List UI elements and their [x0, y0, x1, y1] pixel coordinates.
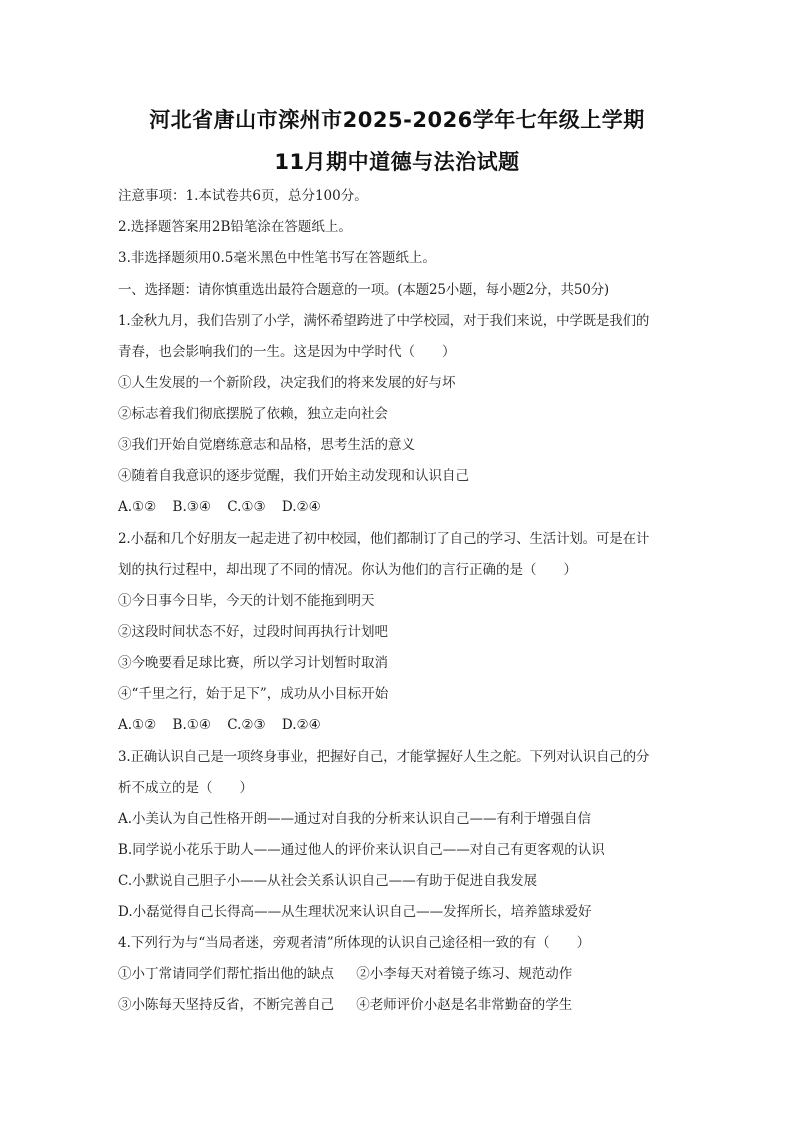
q1-option-d: D.②④: [281, 499, 321, 515]
q4-stem: 4.下列行为与“当局者迷，旁观者清”所体现的认识自己途径相一致的有（ ）: [118, 935, 591, 951]
q4-items-row2: [118, 995, 590, 1015]
q2-options: [118, 715, 333, 735]
q2-stem-line2: 划的执行过程中，却出现了不同的情况。你认为他们的言行正确的是（ ）: [118, 562, 577, 578]
q3-choice-d: D.小磊觉得自己长得高——从生理状况来认识自己——发挥所长，培养篮球爱好: [118, 904, 592, 920]
q2-option-c: C.②③: [227, 717, 266, 733]
q2-item-3: ③今晚要看足球比赛，所以学习计划暂时取消: [118, 655, 388, 671]
q1-stem-line1: 1.金秋九月，我们告别了小学，满怀希望跨进了中学校园，对于我们来说，中学既是我们的: [118, 313, 650, 329]
q2-option-b: B.①④: [172, 717, 211, 733]
q2-item-2: ②这段时间状态不好，过段时间再执行计划吧: [118, 624, 388, 640]
exam-title-line1: 河北省唐山市滦州市2025-2026学年七年级上学期: [149, 108, 645, 132]
notice-line-2: 2.选择题答案用2B铅笔涂在答题纸上。: [118, 219, 352, 235]
notice-line-3: 3.非选择题须用0.5毫米黑色中性笔书写在答题纸上。: [118, 250, 436, 266]
q2-item-4: ④“千里之行，始于足下”，成功从小目标开始: [118, 686, 389, 702]
q2-item-1: ①今日事今日毕，今天的计划不能拖到明天: [118, 593, 375, 609]
q2-option-d: D.②④: [281, 717, 321, 733]
q3-choice-b: B.同学说小花乐于助人——通过他人的评价来认识自己——对自己有更客观的认识: [118, 842, 605, 858]
q1-item-3: ③我们开始自觉磨练意志和品格，思考生活的意义: [118, 437, 415, 453]
q1-option-a: A.①②: [118, 499, 157, 515]
q2-stem-line1: 2.小磊和几个好朋友一起走进了初中校园，他们都制订了自己的学习、生活计划。可是在计: [118, 531, 650, 547]
notice-line-1: 注意事项：1.本试卷共6页，总分100分。: [118, 188, 368, 204]
q1-item-1: ①人生发展的一个新阶段，决定我们的将来发展的好与坏: [118, 375, 456, 391]
q2-option-a: A.①②: [118, 717, 157, 733]
q1-stem-line2: 青春，也会影响我们的一生。这是因为中学时代（ ）: [118, 344, 456, 360]
q1-options: [118, 497, 333, 517]
exam-title-line2: 11月期中道德与法治试题: [274, 150, 520, 174]
q4-item-1: ①小丁常请同学们帮忙指出他的缺点: [118, 966, 334, 982]
q1-option-c: C.①③: [227, 499, 266, 515]
q3-stem-line2: 析不成立的是（ ）: [118, 780, 253, 796]
q1-item-4: ④随着自我意识的逐步觉醒，我们开始主动发现和认识自己: [118, 468, 469, 484]
q3-choice-c: C.小默说自己胆子小——从社会关系认识自己——有助于促进自我发展: [118, 873, 538, 889]
q4-item-4: ④老师评价小赵是名非常勤奋的学生: [356, 997, 573, 1013]
q1-item-2: ②标志着我们彻底摆脱了依赖，独立走向社会: [118, 406, 388, 422]
q4-item-3: ③小陈每天坚持反省，不断完善自己: [118, 997, 334, 1013]
q3-stem-line1: 3.正确认识自己是一项终身事业，把握好自己，才能掌握好人生之舵。下列对认识自己的分: [118, 749, 650, 765]
q1-option-b: B.③④: [172, 499, 211, 515]
q4-item-2: ②小李每天对着镜子练习、规范动作: [356, 966, 573, 982]
section-heading: 一、选择题：请你慎重选出最符合题意的一项。(本题25小题，每小题2分，共50分): [118, 282, 609, 298]
q4-items-row1: [118, 964, 590, 984]
q3-choice-a: A.小美认为自己性格开朗——通过对自我的分析来认识自己——有利于增强自信: [118, 811, 592, 827]
